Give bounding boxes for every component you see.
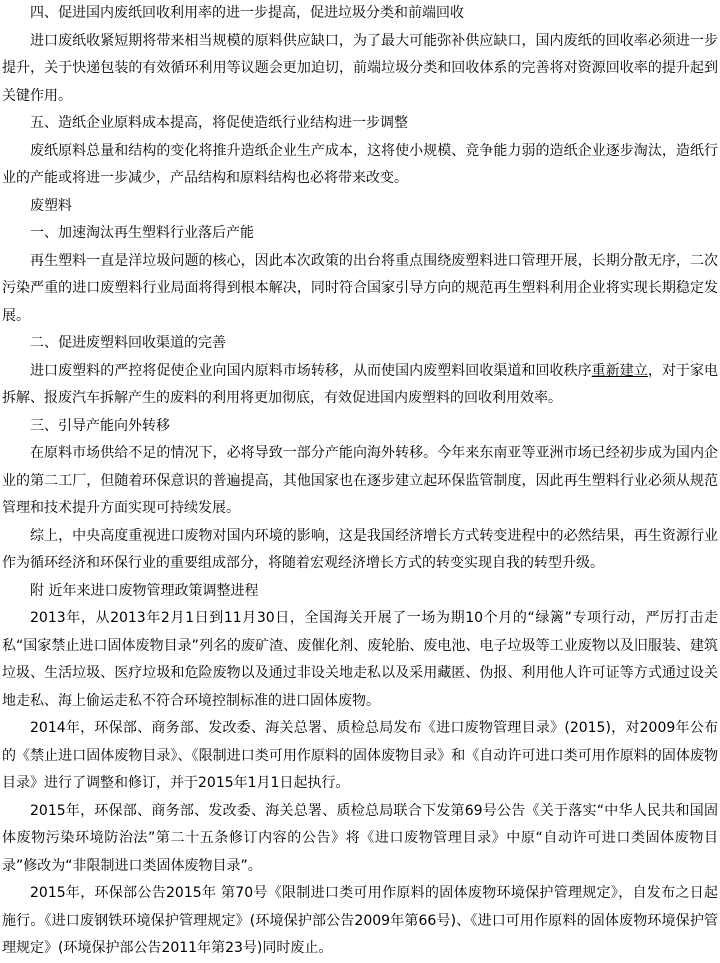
text-run: 四、促进国内废纸回收利用率的进一步提高，促进垃圾分类和前端回收 [30,5,464,21]
text-run: 再生塑料一直是洋垃圾问题的核心，因此本次政策的出台将重点围绕废塑料进口管理开展，长期分散无序，二次污染严重的进口废塑料行业局面将得到根本解决，同时符合国家引导方向的规范再生塑料利用企业将实现长期稳定发展。 [2,252,718,324]
heading-section-1-eliminate-capacity [2,220,718,248]
text-run: 在原料市场供给不足的情况下，必将导致一部分产能向海外转移。今年来东南亚等亚洲市场已经初步成为国内企业的第二工厂，但随着环保意识的普遍提高，其他国家也在逐步建立起环保监管制度，因此再生塑料行业必须从规范管理和技术提升方面实现可持续发展。 [2,445,718,516]
heading-section-5-papermaking-cost [2,110,718,138]
text-run: ，对于家电拆解、报废汽车拆解产生的废料的利用将更加彻底，有效促进国内废塑料的回收利用效率。 [2,362,719,406]
heading-appendix [2,578,718,606]
text-run: 2014年，环保部、商务部、发改委、海关总署、质检总局发布《进口废物管理目录》(2015)，对2009年公布的《禁止进口固体废物目录》、《限制进口类可用作原料的固体废物目录》和《自动许可进口类可用作原料的固体废物目录》进行了调整和修订，并于2015年1月1日起执行。 [2,720,718,791]
para-summary [2,523,718,578]
text-run: 2013年，从2013年2月1日到11月30日，全国海关开展了一场为期10个月的“绿篱”专项行动，严厉打击走私“国家禁止进口固体废物目录”列名的废矿渣、废催化剂、废轮胎、废电池、电子垃圾等工业废物以及旧服装、建筑垃圾、生活垃圾、医疗垃圾和危险废物以及通过非设关地走私以及采用藏匿、伪报、利用他人许可证等方式通过设关地走私、海上偷运走私不符合环境控制标准的进口固体废物。 [2,610,718,709]
heading-section-2-recycling-channels [2,330,718,358]
text-run: 综上，中央高度重视进口废物对国内环境的影响，这是我国经济增长方式转变进程中的必然结果，再生资源行业作为循环经济和环保行业的重要组成部分，将随着宏观经济增长方式的转变实现自我的转型升级。 [2,527,718,571]
document-body [2,0,718,963]
text-run: 三、引导产能向外转移 [30,417,170,434]
para-2013-green-fence [2,605,718,715]
heading-section-3-capacity-transfer [2,413,718,441]
para-overseas-capacity-transfer [2,440,718,523]
text-run: 进口废塑料的严控将促使企业向国内原料市场转移，从而使国内废塑料回收渠道和回收秩序 [30,362,592,379]
para-waste-paper-supply-gap [2,28,718,111]
text-run: 五、造纸企业原料成本提高，将促使造纸行业结构进一步调整 [30,115,408,131]
para-recycled-plastic-core [2,248,718,331]
text-run: 废塑料 [30,197,72,214]
para-2015-notice-69 [2,798,718,881]
para-2015-notice-70 [2,880,718,963]
underlined-text: 重新建立 [591,362,648,379]
text-run: 进口废纸收紧短期将带来相当规模的原料供应缺口，为了最大可能弥补供应缺口，国内废纸的回收率必须进一步提升，关于快递包装的有效循环利用等议题会更加迫切，前端垃圾分类和回收体系的完善将对资源回收率的提升起到关键作用。 [2,32,718,104]
text-run: 废纸原料总量和结构的变化将推升造纸企业生产成本，这将使小规模、竞争能力弱的造纸企业逐步淘汰，造纸行业的产能或将进一步减少，产品结构和原料结构也必将带来改变。 [2,142,718,186]
text-run: 2015年，环保部、商务部、发改委、海关总署、质检总局联合下发第69号公告《关于落实“中华人民共和国固体废物污染环境防治法”第二十五条修订内容的公告》将《进口废物管理目录》中原“自动许可进口类固体废物目录”修改为“非限制进口类固体废物目录”。 [2,802,718,874]
heading-section-4-waste-paper [2,0,718,28]
text-run: 2015年，环保部公告2015年 第70号《限制进口类可用作原料的固体废物环境保护管理规定》，自发布之日起施行。《进口废钢铁环境保护管理规定》(环境保护部公告2009年第66号)、《进口可用作原料的固体废物环境保护管理规定》(环境保护部公告2011年第23号)同时废止。 [2,885,718,956]
label-waste-plastic-section [2,193,718,221]
para-domestic-market-shift [2,358,718,413]
text-run: 一、加速淘汰再生塑料行业落后产能 [30,225,254,241]
para-2014-catalogue [2,715,718,798]
text-run: 二、促进废塑料回收渠道的完善 [30,335,226,351]
para-papermaking-structure-change [2,138,718,193]
text-run: 附 近年来进口废物管理政策调整进程 [30,582,259,599]
